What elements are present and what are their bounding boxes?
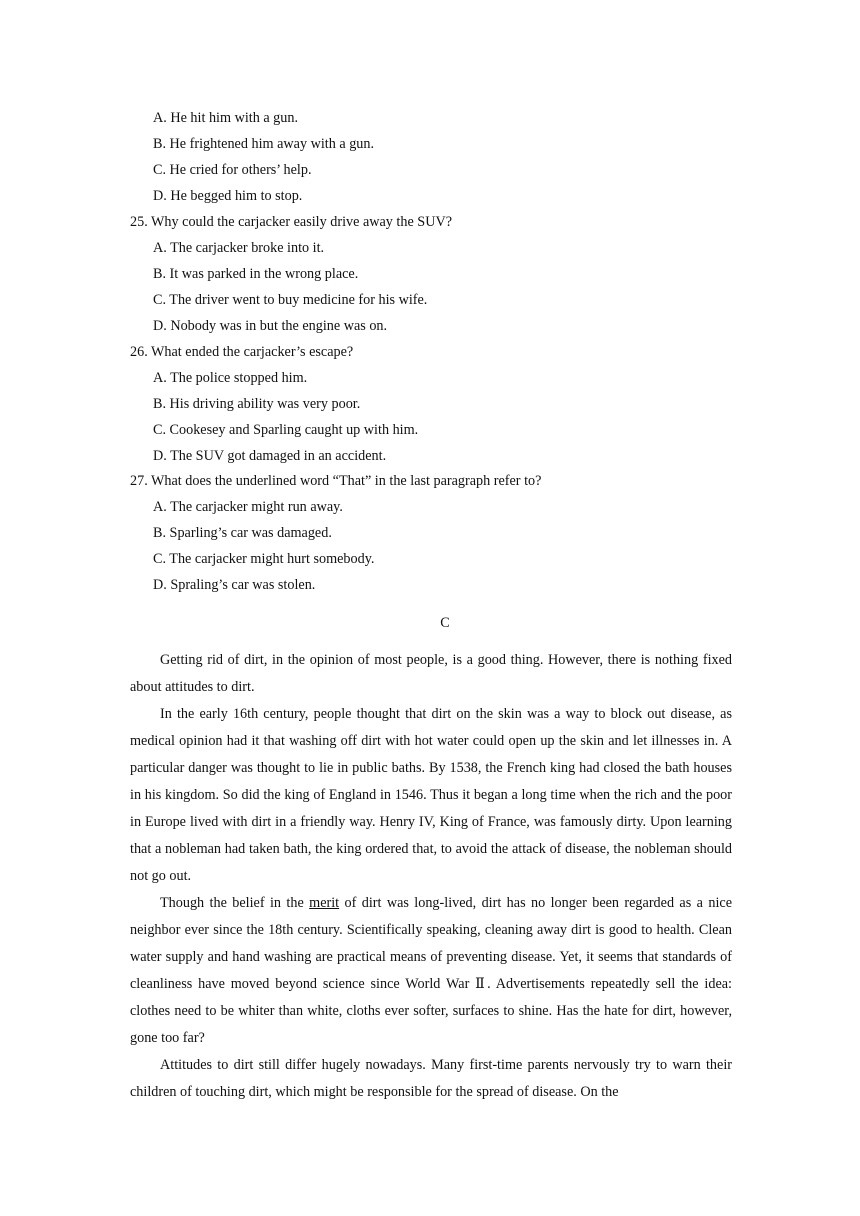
p3-text-after: of dirt was long-lived, dirt has no longer been regarded as a nice neighbor ever since the 18th century. Scientifically speaking, cleaning away dirt is good to health. Clean water supply and hand washing are practical means of preventing disease. Yet, it seems that standards of cleanliness have moved beyond science since World War Ⅱ. Advertisements repeatedly sell the idea: clothes need to be whiter than white, cloths ever softer, surfaces to shine. Has the hate for dirt, however, gone too far? <box>130 895 732 1046</box>
section-heading: C <box>440 615 450 631</box>
q26-question: 26. What ended the carjacker’s escape? <box>130 344 354 360</box>
passage-paragraph-1: Getting rid of dirt, in the opinion of most people, is a good thing. However, there is nothing fixed about attitudes to dirt. <box>130 652 732 695</box>
q25-option-d: D. Nobody was in but the engine was on. <box>153 318 388 334</box>
passage-paragraph-2: In the early 16th century, people thought that dirt on the skin was a way to block out disease, as medical opinion had it that washing off dirt with hot water could open up the skin and let illnesses in. A particular danger was thought to lie in public baths. By 1538, the French king had closed the bath houses in his kingdom. So did the king of England in 1546. Thus it began a long time when the rich and the poor in Europe lived with dirt in a friendly way. Henry IV, King of France, was famously dirty. Upon learning that a nobleman had taken bath, the king ordered that, to avoid the attack of disease, the nobleman should not go out. <box>130 706 732 884</box>
q26-option-a: A. The police stopped him. <box>153 370 308 386</box>
q27-option-b: B. Sparling’s car was damaged. <box>153 525 332 541</box>
q25-option-b: B. It was parked in the wrong place. <box>153 266 359 282</box>
q24-option-b: B. He frightened him away with a gun. <box>153 136 375 152</box>
q25-question: 25. Why could the carjacker easily drive away the SUV? <box>130 214 452 230</box>
underlined-word-merit: merit <box>309 895 340 911</box>
q27-option-d: D. Spraling’s car was stolen. <box>153 577 316 593</box>
q25-option-c: C. The driver went to buy medicine for his wife. <box>153 292 428 308</box>
passage <box>130 647 732 1106</box>
passage-paragraph-3 <box>130 890 732 1052</box>
q27-question: 27. What does the underlined word “That” in the last paragraph refer to? <box>130 473 542 489</box>
q27-option-a: A. The carjacker might run away. <box>153 499 343 515</box>
q24-option-a: A. He hit him with a gun. <box>153 110 299 126</box>
q24-option-d: D. He begged him to stop. <box>153 188 303 204</box>
q26-option-b: B. His driving ability was very poor. <box>153 396 361 412</box>
q27-option-c: C. The carjacker might hurt somebody. <box>153 551 375 567</box>
q25-option-a: A. The carjacker broke into it. <box>153 240 325 256</box>
q26-option-d: D. The SUV got damaged in an accident. <box>153 448 387 464</box>
q24-option-c: C. He cried for others’ help. <box>153 162 312 178</box>
p3-text-before: Though the belief in the <box>160 895 310 911</box>
passage-paragraph-4: Attitudes to dirt still differ hugely nowadays. Many first-time parents nervously try to warn their children of touching dirt, which might be responsible for the spread of disease. On the <box>130 1057 732 1100</box>
q26-option-c: C. Cookesey and Sparling caught up with him. <box>153 422 419 438</box>
